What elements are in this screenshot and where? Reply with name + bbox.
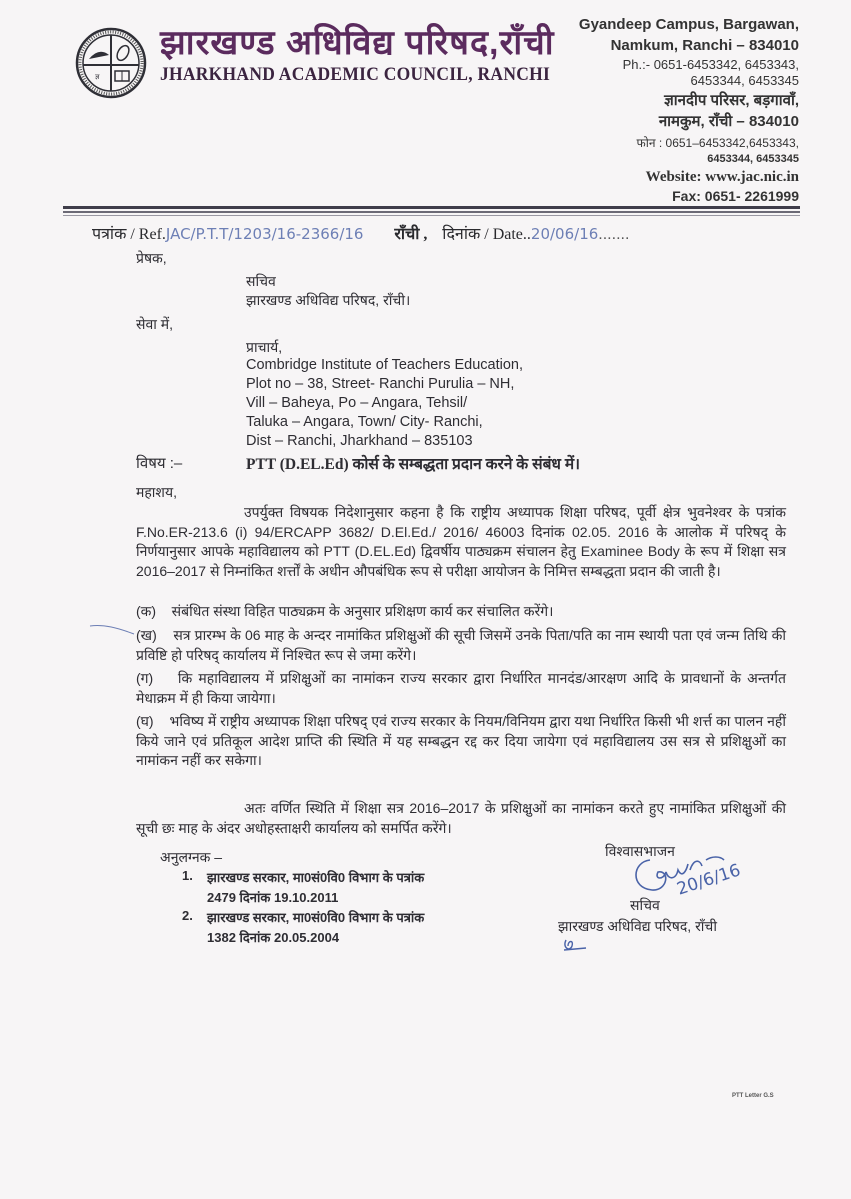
enclosure-number: 2. [182, 908, 193, 923]
enclosure-text: 2479 दिनांक 19.10.2011 [207, 890, 339, 905]
condition-marker: (ख) [136, 627, 157, 643]
condition-item [136, 669, 786, 708]
subject-label: विषय :– [136, 455, 183, 472]
address-line-hindi: नामकुम, राँची – 834010 [658, 113, 799, 130]
enclosure-label: अनुलग्नक – [160, 849, 223, 865]
recipient-line: प्राचार्य, [246, 339, 283, 355]
sender-org: झारखण्ड अधिविद्य परिषद, राँची। [246, 292, 411, 308]
subject-text: PTT (D.EL.Ed) कोर्स के सम्बद्धता प्रदान करने के संबंध में। [246, 456, 580, 473]
council-name-hindi: झारखण्ड अधिविद्य परिषद,राँची [160, 24, 555, 62]
condition-text: संबंधित संस्था विहित पाठ्यक्रम के अनुसार प्रशिक्षण कार्य कर संचालित करेंगे। [171, 603, 554, 619]
header-divider [63, 206, 800, 209]
date-handwritten: 20/06/16 [530, 225, 599, 243]
margin-pen-mark [88, 622, 138, 636]
recipient-line: Vill – Baheya, Po – Angara, Tehsil/ [246, 395, 468, 411]
enclosure-text: झारखण्ड सरकार, मा0सं0वि0 विभाग के पत्रांक [207, 870, 425, 885]
council-name-english: JHARKHAND ACADEMIC COUNCIL, RANCHI [160, 64, 551, 85]
address-line: Namkum, Ranchi – 834010 [610, 37, 799, 54]
condition-item [136, 626, 786, 665]
signatory-org: झारखण्ड अधिविद्य परिषद, राँची [558, 918, 717, 934]
header-divider [63, 215, 800, 216]
condition-text: भविष्य में राष्ट्रीय अध्यापक शिक्षा परिषद् एवं राज्य सरकार के नियम/विनियम द्वारा यथा निर्धारित किसी भी शर्त्त का पालन नहीं किये जाने एवं प्रतिकूल आदेश प्राप्ति की स्थिति में यह सम्बद्धन रद्द कर दिया जायेगा एवं महाविद्यालय उस सत्र से प्रशिक्षुओं का नामांकन नहीं कर सकेगा। [136, 713, 786, 769]
phone-line-hindi: फोन : 0651–6453342,6453343, [636, 136, 799, 150]
enclosure-text: 1382 दिनांक 20.05.2004 [207, 930, 340, 945]
enclosure-number: 1. [182, 868, 193, 883]
sender-title: सचिव [246, 273, 276, 289]
recipient-line: Plot no – 38, Street- Ranchi Purulia – NH, [246, 376, 515, 392]
footer-code: PTT Letter G.S [732, 1093, 774, 1099]
signatory-title: सचिव [630, 897, 660, 913]
condition-marker: (घ) [136, 713, 154, 729]
council-seal-logo [75, 27, 147, 99]
website-line: Website: www.jac.nic.in [645, 169, 799, 185]
sender-label: प्रेषक, [136, 250, 167, 266]
condition-text: सत्र प्रारम्भ के 06 माह के अन्दर नामांकित प्रशिक्षुओं की सूची जिसमें उनके पिता/पति का नाम स्थायी पता एवं जन्म तिथि की प्रविष्टि हो परिषद् कार्यालय में निश्चित रूप से जमा करेंगे। [136, 627, 787, 663]
phone-line: Ph.:- 0651-6453342, 6453343, [622, 57, 799, 72]
condition-text: कि महाविद्यालय में प्रशिक्षुओं का नामांकन राज्य सरकार द्वारा निर्धारित मानदंड/आरक्षण आदि के प्रावधानों के अन्तर्गत मेधाक्रम में ही किया जायेगा। [136, 670, 786, 706]
salutation: महाशय, [136, 484, 177, 500]
condition-item [136, 712, 786, 771]
recipient-line: Combridge Institute of Teachers Education, [246, 357, 524, 373]
ref-label: पत्रांक / Ref. [92, 226, 166, 243]
svg-text:ज्ञ: ज्ञ [95, 74, 100, 81]
recipient-line: Dist – Ranchi, Jharkhand – 835103 [246, 433, 473, 449]
phone-line: 6453344, 6453345 [690, 73, 799, 88]
date-label: दिनांक / Date.. [442, 226, 531, 243]
body-paragraph: उपर्युक्त विषयक निदेशानुसार कहना है कि राष्ट्रीय अध्यापक शिक्षा परिषद, पूर्वी क्षेत्र भुवनेश्वर के पत्रांक F.No.ER-213.6 (i) 94/ERCAPP 3682/ D.El.Ed./ 2016/ 46003 दिनांक 02.05. 2016 के आलोक में परिषद् के निर्णयानुसार आपके महाविद्यालय को PTT (D.EL.Ed) द्विवर्षीय पाठ्यक्रम संचालन हेतु Examinee Body के रूप में शिक्षा सत्र 2016–2017 से निम्नांकित शर्त्तों के अधीन औपबंधिक रूप से परीक्षा आयोजन के निमित्त सम्बद्धता प्रदान की जाती है। [136, 504, 786, 580]
closing-phrase: विश्वासभाजन [605, 843, 675, 859]
signature-date: 20/6/16 [674, 860, 744, 900]
date-dots: ....... [598, 226, 630, 243]
closing-paragraph: अतः वर्णित स्थिति में शिक्षा सत्र 2016–2017 के प्रशिक्षुओं का नामांकन करते हुए नामांकित प्रशिक्षुओं की सूची छः माह के अंदर अधोहस्ताक्षरी कार्यालय को समर्पित करेंगे। [136, 800, 786, 836]
condition-marker: (क) [136, 603, 157, 619]
enclosure-text: झारखण्ड सरकार, मा0सं0वि0 विभाग के पत्रांक [207, 910, 425, 925]
fax-line: Fax: 0651- 2261999 [672, 188, 799, 204]
ref-number-handwritten: JAC/P.T.T/1203/16-2366/16 [165, 225, 364, 243]
condition-item [136, 602, 786, 622]
condition-marker: (ग) [136, 670, 154, 686]
address-line: Gyandeep Campus, Bargawan, [578, 16, 799, 33]
address-line-hindi: ज्ञानदीप परिसर, बड़गावाँ, [664, 92, 799, 109]
recipient-line: Taluka – Angara, Town/ City- Ranchi, [246, 414, 483, 430]
header-divider [63, 211, 800, 213]
place-label: राँची , [394, 226, 428, 243]
reference-line [92, 222, 629, 244]
phone-line-hindi: 6453344, 6453345 [707, 153, 799, 165]
initial-mark [560, 936, 588, 956]
recipient-label: सेवा में, [136, 316, 174, 332]
